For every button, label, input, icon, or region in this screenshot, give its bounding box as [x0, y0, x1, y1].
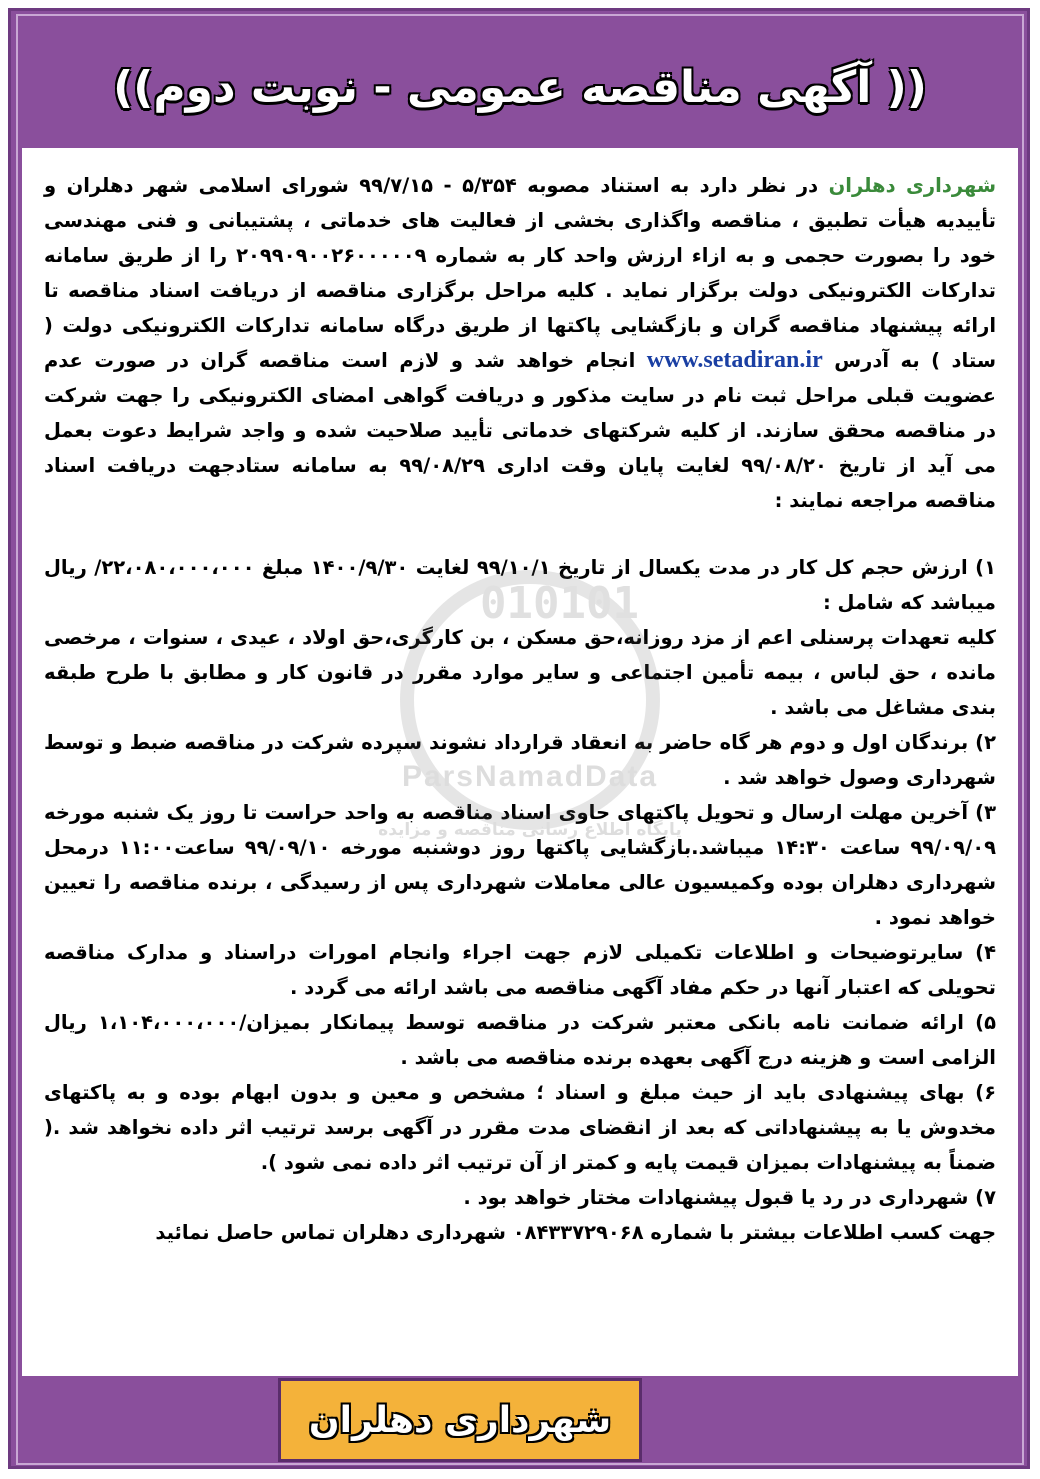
title-bar [22, 28, 1018, 146]
item-3: ۳) آخرین مهلت ارسال و تحویل پاکتهای حاوی اسناد مناقصه به واحد حراست تا روز یک شنبه مورخه ۹۹/۰۹/۰۹ ساعت ۱۴:۳۰ میباشد.بازگشایی پاکتها روز دوشنبه مورخه ۹۹/۰۹/۱۰ ساعت۱۱:۰۰ درمحل شهرداری دهلران بوده وکمیسیون عالی معاملات شهرداری پس از رسیدگی ، برنده مناقصه را تعیین خواهد نمود . [44, 801, 996, 929]
setad-link[interactable]: www.setadiran.ir [646, 347, 823, 373]
spacer [44, 518, 996, 550]
intro-text-1: در نظر دارد به استناد مصوبه ۵/۳۵۴ - ۹۹/۷/۱۵ شورای اسلامی شهر دهلران و تأییدیه هیأت تطبیق ، مناقصه واگذاری بخشی از فعالیت های خدماتی ، پشتیبانی و فنی مهندسی خود را بصورت حجمی و به ازاء ارزش واحد کار به شماره ۲۰۹۹۰۹۰۰۲۶۰۰۰۰۰۹ را از طریق سامانه تدارکات الکترونیکی دولت برگزار نماید . کلیه مراحل برگزاری مناقصه از دریافت اسناد مناقصه تا ارائه پیشنهاد مناقصه گران و بازگشایی پاکتها از طریق درگاه سامانه تدارکات الکترونیکی دولت ( ستاد ) به آدرس [44, 174, 996, 372]
signature-text: شهرداری دهلران [308, 1399, 612, 1441]
item-7: ۷) شهرداری در رد یا قبول پیشنهادات مختار خواهد بود . [463, 1186, 996, 1209]
contact-line: جهت کسب اطلاعات بیشتر با شماره ۰۸۴۳۳۷۲۹۰۶۸ شهرداری دهلران تماس حاصل نمائید [155, 1221, 996, 1244]
item-4: ۴) سایرتوضیحات و اطلاعات تکمیلی لازم جهت اجراء وانجام امورات دراسناد و مدارک مناقصه تحویلی که اعتبار آنها در حکم مفاد آگهی مناقصه می باشد ارائه می گردد . [44, 941, 996, 999]
footer-bar [22, 1378, 1018, 1464]
intro-paragraph [44, 168, 996, 518]
org-name: شهرداری دهلران [828, 174, 997, 197]
item-2: ۲) برندگان اول و دوم هر گاه حاضر به انعقاد قرارداد نشوند سپرده شرکت در مناقصه ضبط و توسط شهرداری وصول خواهد شد . [44, 731, 996, 789]
item-6: ۶) بهای پیشنهادی باید از حیث مبلغ و اسناد ؛ مشخص و معین و بدون ابهام بوده و به پاکتهای مخدوش یا به پیشنهاداتی که بعد از انقضای مدت مقرر در آگهی برسد ترتیب اثر داده نخواهد شد .( ضمناً به پیشنهادات بمیزان قیمت پایه و کمتر از آن ترتیب اثر داده نمی شود ). [44, 1081, 996, 1174]
intro-text-2: انجام خواهد شد و لازم است مناقصه گران در صورت عدم عضویت قبلی مراحل ثبت نام در سایت مذکور و دریافت گواهی امضای الکترونیکی را جهت شرکت در مناقصه محقق سازند. از کلیه شرکتهای خدماتی تأیید صلاحیت شده و واجد شرایط دعوت بعمل می آید از تاریخ ۹۹/۰۸/۲۰ لغایت پایان وقت اداری ۹۹/۰۸/۲۹ به سامانه ستادجهت دریافت اسناد مناقصه مراجعه نمایند : [44, 349, 997, 512]
item-1-detail: کلیه تعهدات پرسنلی اعم از مزد روزانه،حق مسکن ، بن کارگری،حق اولاد ، عیدی ، سنوات ، مرخصی مانده ، حق لباس ، بیمه تأمین اجتماعی و سایر موارد مقرر در قانون کار و مطابق با طرح طبقه بندی مشاغل می باشد . [44, 626, 996, 719]
ad-body [22, 148, 1018, 1376]
signature-box [278, 1378, 642, 1462]
item-5: ۵) ارائه ضمانت نامه بانکی معتبر شرکت در مناقصه توسط پیمانکار بمیزان/۱،۱۰۴،۰۰۰،۰۰۰ ریال الزامی است و هزینه درج آگهی بعهده برنده مناقصه می باشد . [44, 1011, 996, 1069]
ad-title: (( آگهی مناقصه عمومی - نوبت دوم)) [113, 61, 927, 113]
item-1: ۱) ارزش حجم کل کار در مدت یکسال از تاریخ ۹۹/۱۰/۱ لغایت ۱۴۰۰/۹/۳۰ مبلغ ۲۲،۰۸۰،۰۰۰،۰۰۰/ ریال میباشد که شامل : [44, 556, 996, 614]
